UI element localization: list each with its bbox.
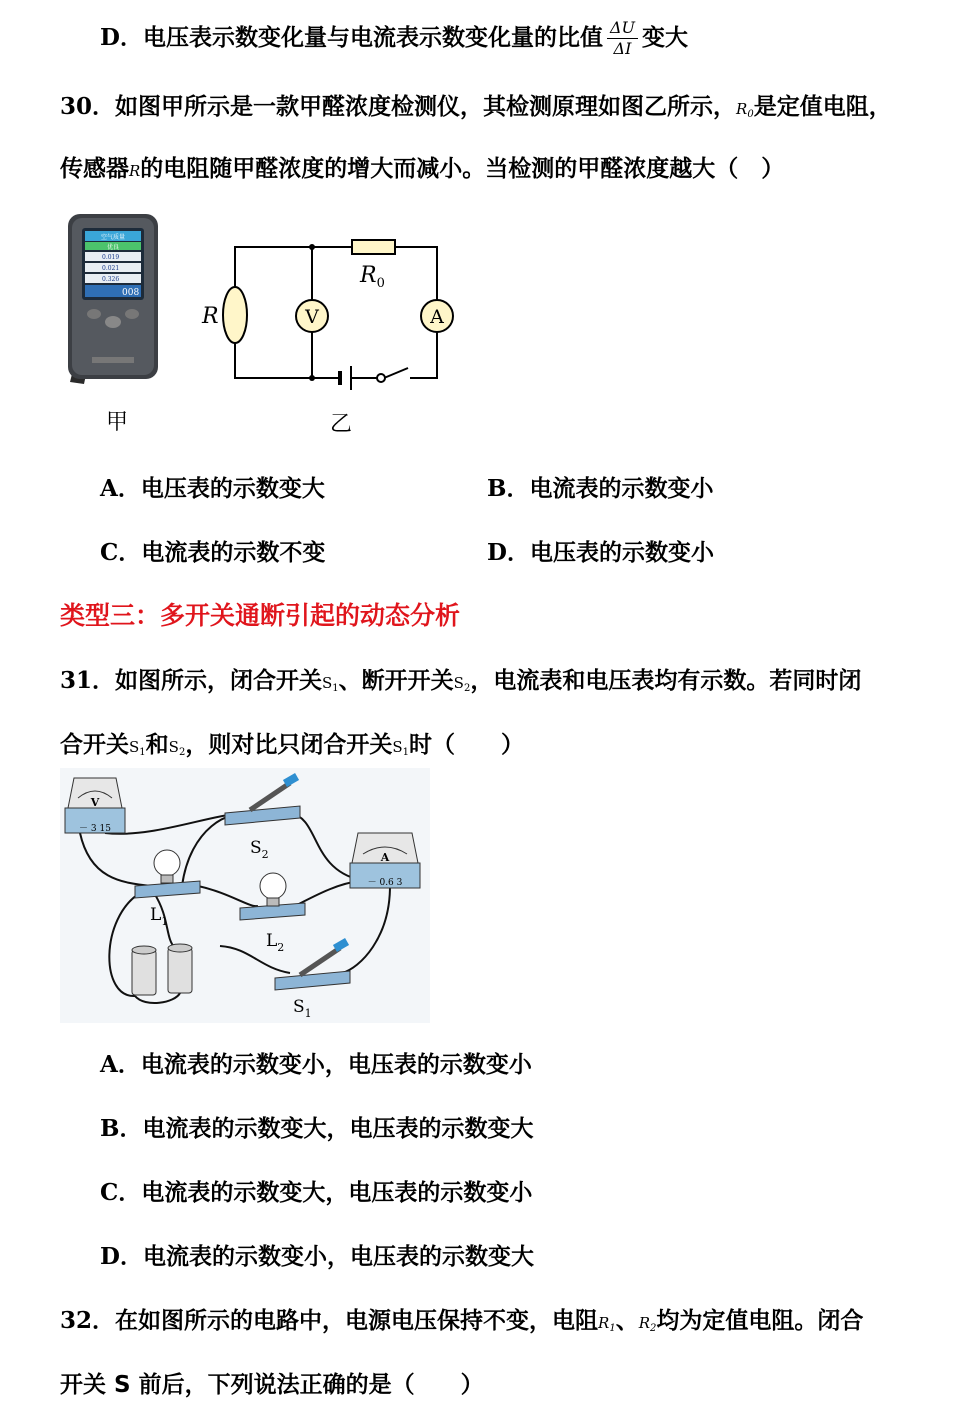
circuit-diagram-b xyxy=(195,230,460,395)
screen-title: 空气质量 xyxy=(100,234,126,241)
ammeter-letter: A xyxy=(380,851,390,864)
option-label: B． xyxy=(100,1115,143,1142)
s1-symbol: $S_1$ xyxy=(129,738,146,758)
ammeter-device xyxy=(350,833,420,888)
s1-symbol: $S_1$ xyxy=(322,674,339,694)
option-text: 电流表的示数变小 xyxy=(529,476,714,502)
r2-symbol: $R_2$ xyxy=(638,1314,657,1334)
option-label: A． xyxy=(100,475,141,502)
option-text: 电压表的示数变小 xyxy=(529,540,714,566)
question-number: 30． xyxy=(60,93,116,120)
fraction-numerator: ΔU xyxy=(607,18,638,39)
stem-text: 开关 S 前后，下列说法正确的是（ ） xyxy=(60,1372,484,1398)
q32-stem-line1 xyxy=(60,1302,863,1335)
option-label: A． xyxy=(100,1051,141,1078)
delta-u-over-delta-i xyxy=(607,18,638,59)
l2-label: $L_2$ xyxy=(266,931,285,954)
stem-text: 时（ ） xyxy=(408,732,524,758)
stem-text: 如图甲所示是一款甲醛浓度检测仪，其检测原理如图乙所示， xyxy=(115,94,737,120)
q30-option-c xyxy=(100,534,325,567)
stem-text: ，则对比只闭合开关 xyxy=(185,732,393,758)
figure-a-caption: 甲 xyxy=(106,410,129,435)
s2-symbol: $S_2$ xyxy=(168,738,186,758)
q32-stem-line2 xyxy=(60,1366,484,1399)
stem-text: ，电流表和电压表均有示数。若同时闭 xyxy=(470,668,862,694)
option-text: 电流表的示数变小，电压表的示数变大 xyxy=(142,1244,534,1270)
ammeter-label: A xyxy=(430,306,444,328)
section-heading: 类型三：多开关通断引起的动态分析 xyxy=(60,601,461,630)
formaldehyde-detector-image xyxy=(62,212,167,387)
resistor-r0 xyxy=(352,240,395,254)
stem-text: 和 xyxy=(145,732,169,758)
q30-stem-line1 xyxy=(60,88,892,121)
switch-contact xyxy=(377,374,385,382)
stem-text: 在如图所示的电路中，电源电压保持不变，电阻 xyxy=(115,1308,599,1334)
option-label: B． xyxy=(487,475,530,502)
option-label: D． xyxy=(100,1243,143,1270)
r-symbol: R xyxy=(129,162,141,180)
q31-option-a xyxy=(100,1046,532,1079)
option-text: 电流表的示数不变 xyxy=(141,540,326,566)
q30-stem-line2 xyxy=(60,150,784,183)
voltmeter-scale: － 3 15 xyxy=(79,824,111,834)
option-label: D． xyxy=(487,539,530,566)
q30-option-b xyxy=(487,470,713,503)
r0-symbol: $R_0$ xyxy=(736,100,754,120)
ammeter-scale: － 0.6 3 xyxy=(367,878,403,888)
option-text-end: 变大 xyxy=(642,25,688,51)
option-label: C． xyxy=(100,539,142,566)
option-text: 电流表的示数变小，电压表的示数变小 xyxy=(140,1052,532,1078)
question-number: 32． xyxy=(60,1307,116,1334)
separator: 、 xyxy=(615,1308,639,1334)
reading-4: 008 xyxy=(122,288,140,298)
question-number: 31． xyxy=(60,667,116,694)
option-text: 电压表示数变化量与电流表示数变化量的比值 xyxy=(142,25,603,51)
q31-stem-line1 xyxy=(60,662,861,695)
reading-1: 0.019 xyxy=(102,254,120,261)
reading-3: 0.326 xyxy=(102,276,120,283)
q31-stem-line2 xyxy=(60,726,524,759)
device-logo xyxy=(92,357,134,363)
s2-symbol: $S_2$ xyxy=(453,674,471,694)
q31-option-d xyxy=(100,1238,534,1271)
option-text: 电流表的示数变大，电压表的示数变大 xyxy=(142,1116,534,1142)
s1-symbol: $S_1$ xyxy=(392,738,409,758)
q30-option-d xyxy=(487,534,714,567)
sensor-resistor-r xyxy=(223,287,247,343)
stem-text: 传感器 xyxy=(60,156,129,182)
stem-text: 的电阻随甲醛浓度的增大而减小。当检测的甲醛浓度越大（ ） xyxy=(140,156,785,182)
stem-text: 、断开开关 xyxy=(338,668,454,694)
voltmeter-letter: V xyxy=(90,796,100,809)
q30-option-a xyxy=(100,470,325,503)
junction-top xyxy=(309,244,315,250)
device-button-right xyxy=(125,309,139,319)
figure-b-caption: 乙 xyxy=(330,412,353,437)
junction-bottom xyxy=(309,375,315,381)
voltmeter-device xyxy=(65,778,125,834)
l1-label: $L_1$ xyxy=(150,905,169,928)
option-label: D． xyxy=(100,24,143,51)
q29-option-d xyxy=(100,18,688,59)
reading-2: 0.021 xyxy=(102,265,120,272)
label-r0: $R_0$ xyxy=(360,263,385,291)
fraction-denominator: ΔI xyxy=(613,39,632,58)
s1-label: $S_1$ xyxy=(293,997,312,1020)
stem-text: 如图所示，闭合开关 xyxy=(115,668,323,694)
r1-symbol: $R_1$ xyxy=(598,1314,616,1334)
voltmeter-label: V xyxy=(305,306,319,328)
q31-option-c xyxy=(100,1174,532,1207)
device-button-center xyxy=(105,316,121,328)
circuit-wires xyxy=(235,247,437,390)
q31-option-b xyxy=(100,1110,533,1143)
option-text: 电压表的示数变大 xyxy=(140,476,325,502)
stem-text: 合开关 xyxy=(60,732,129,758)
s2-label: $S_2$ xyxy=(250,838,269,861)
label-r: R xyxy=(202,304,219,329)
stem-text: 是定值电阻， xyxy=(753,94,892,120)
option-label: C． xyxy=(100,1179,142,1206)
physical-circuit-figure xyxy=(60,768,430,1023)
screen-status: 优良 xyxy=(106,244,120,251)
option-text: 电流表的示数变大，电压表的示数变小 xyxy=(141,1180,533,1206)
device-button-left xyxy=(87,309,101,319)
stem-text: 均为定值电阻。闭合 xyxy=(656,1308,864,1334)
